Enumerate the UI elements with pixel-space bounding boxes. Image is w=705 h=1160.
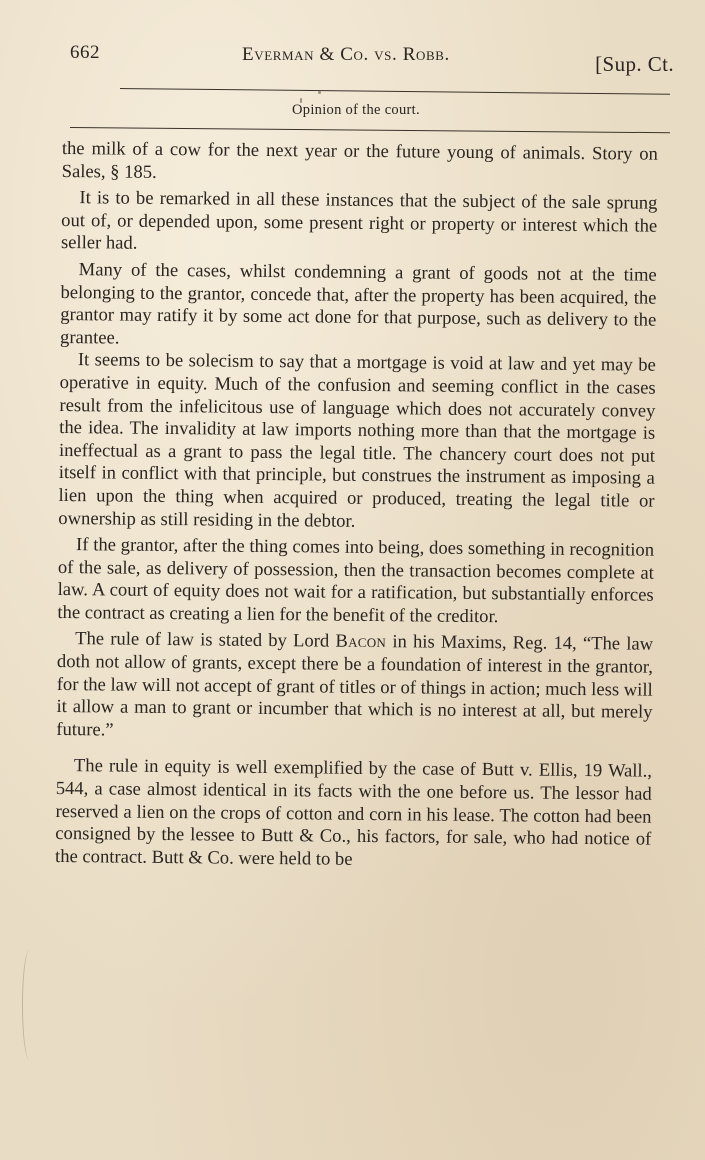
page-header: [70, 40, 678, 80]
header-rule-top: [120, 88, 670, 95]
ink-speck: [318, 91, 321, 94]
paragraph-1: the milk of a cow for the next year or the future young of animals. Story on Sales, § 185.: [61, 138, 658, 183]
header-rule-bottom: [70, 127, 670, 133]
margin-pencil-mark: [22, 950, 37, 1060]
paragraph-6: [56, 628, 653, 747]
paragraph-3: Many of the cases, whilst condemning a grant of goods not at the time belonging to the grantor, concede that, after the property has been acquired, the grantor may ratify it by some act done for that purpose, such as delivery to the grantee.: [59, 259, 657, 349]
paragraph-7: The rule in equity is well exemplified by the case of Butt v. Ellis, 19 Wall., 544, a case almost identical in its facts with the one before us. The lessor had reserved a lien on the crops of cotton and corn in his lease. The cotton had been consigned by the lessee to Butt & Co., his factors, for sale, who had notice of the contract. Butt & Co. were held to be: [55, 755, 653, 870]
running-title: Everman & Co. vs. Robb.: [242, 44, 450, 65]
paragraph-4: It seems to be solecism to say that a mortgage is void at law and yet may be operative in equity. Much of the confusion and seeming conflict in the cases result from the infelicitous use of language which does not accurately convey the idea. The invalidity at law imports nothing more than that the mortgage is ineffectual as a grant to pass the legal title. The chancery court does not put itself in conflict with that principle, but construes the instrument as imposing a lien upon the thing when acquired or produced, treating the legal title or ownership as still residing in the debtor.: [58, 349, 656, 532]
paragraph-6-rest: in his Maxims, Reg. 14, “The law doth not allow of grants, except there be a foundation of interest in the grantor, for the law will not accept of grant of titles or of things in action; much less will it allow a man to grant or incumber that which is no interest at all, but merely future.”: [56, 631, 654, 741]
author-name-bacon: Bacon: [335, 631, 387, 653]
ink-speck: [300, 98, 302, 103]
page-number: 662: [70, 42, 100, 63]
paragraph-2: It is to be remarked in all these instances that the subject of the sale sprung out of, or depended upon, some present right or property or interest which the seller had.: [60, 187, 658, 255]
court-abbreviation: [Sup. Ct.: [595, 52, 674, 76]
section-subheading: Opinion of the court.: [292, 102, 420, 118]
paragraph-5: If the grantor, after the thing comes into being, does something in recognition of the sale, as delivery of possession, then the transaction becomes complete at law. A court of equity does not wait for a ratification, but substantially enforces the contract as creating a lien for the benefit of the creditor.: [57, 534, 655, 628]
body-text: [55, 138, 658, 874]
paragraph-6-lead: The rule of law is stated by Lord: [75, 628, 336, 653]
